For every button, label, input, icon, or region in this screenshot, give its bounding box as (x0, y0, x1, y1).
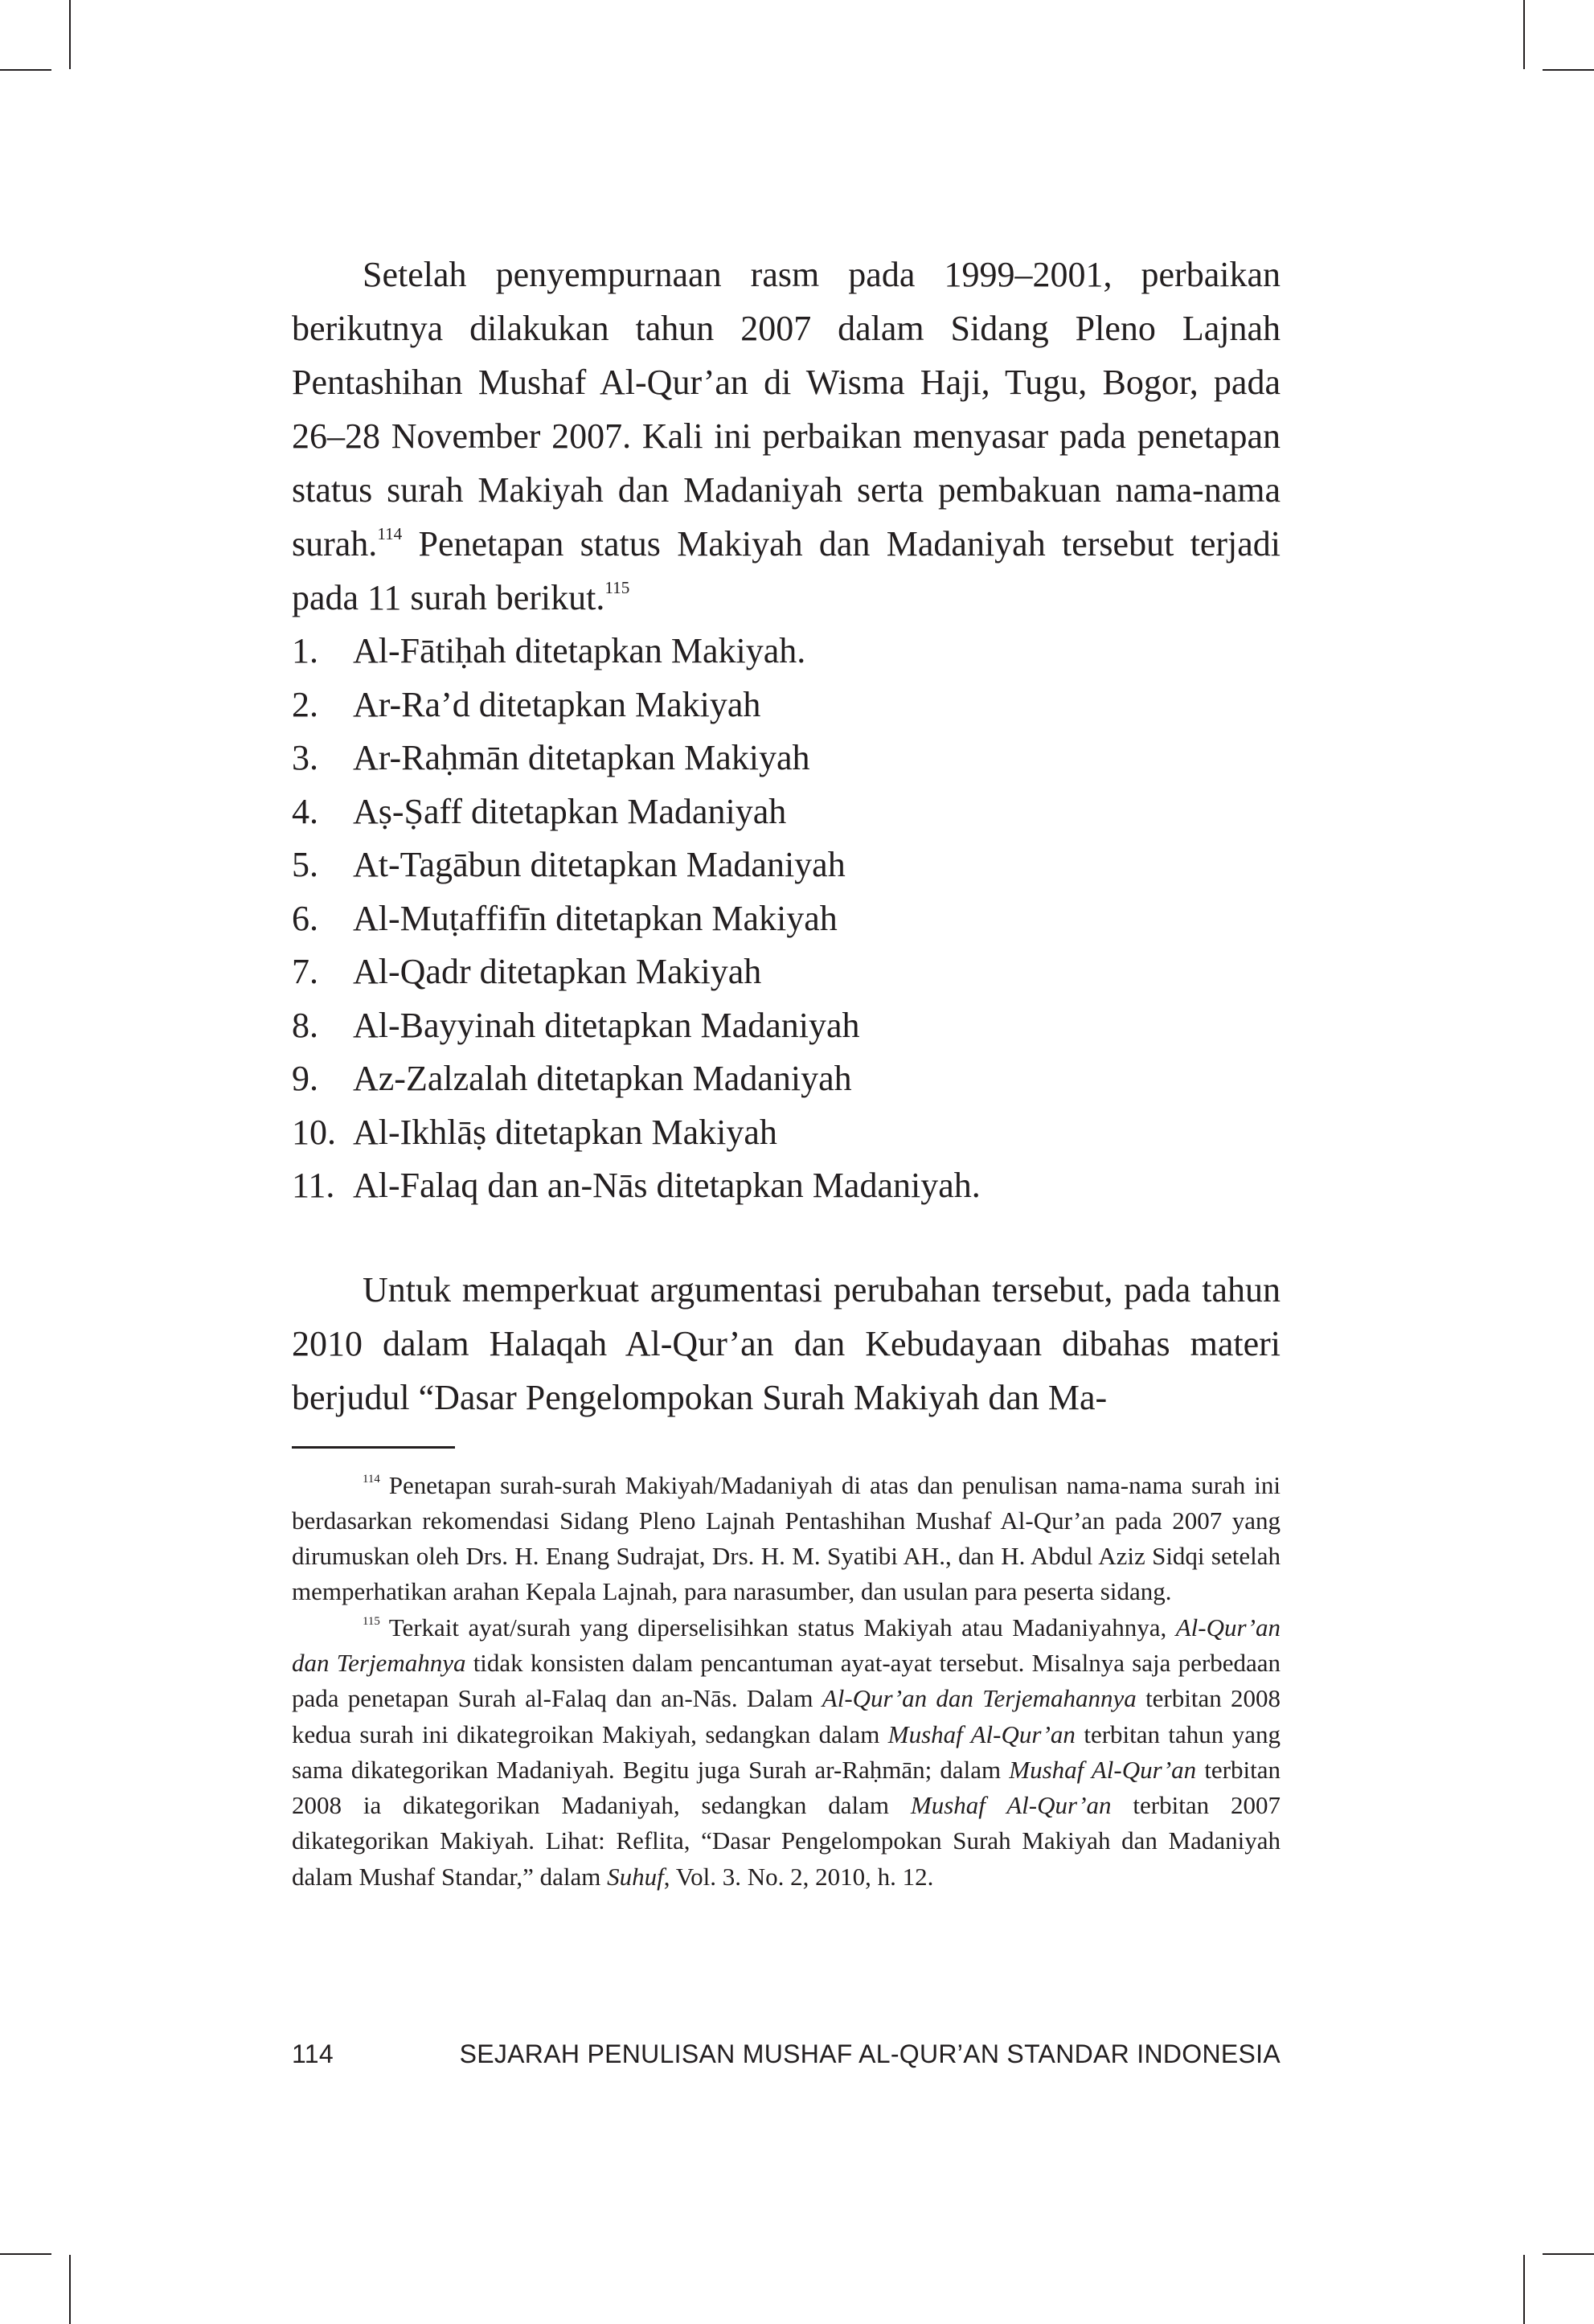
crop-mark (1543, 69, 1594, 71)
journal-title: Suhuf (607, 1862, 664, 1891)
book-title: Al-Qur’an dan Terjemahnya (292, 1613, 1281, 1677)
list-item (292, 678, 1281, 732)
footnote-text: tidak konsisten dalam pencantuman ayat-ayat tersebut. Misalnya saja perbedaan pada penetapan Surah al-Falaq dan an-Nās. Dalam (292, 1648, 1281, 1713)
surah-list (292, 625, 1281, 1213)
list-item (292, 785, 1281, 839)
footnote-115 (292, 1610, 1281, 1895)
list-number: 2. (292, 684, 318, 724)
footnote-text: Penetapan surah-surah Makiyah/Madaniyah di atas dan penulisan nama-nama surah ini berdasarkan rekomendasi Sidang Pleno Lajnah Pentashihan Mushaf Al-Qur’an pada 2007 yang dirumuskan oleh Drs. H. Enang Sudrajat, Drs. H. M. Syatibi AH., dan H. Abdul Aziz Sidqi setelah memperhatikan arahan Kepala Lajnah, para narasumber, dan usulan para peserta sidang. (292, 1470, 1281, 1606)
list-text: Al-Qadr ditetapkan Makiyah (353, 952, 762, 991)
list-text: Al-Bayyinah ditetapkan Madaniyah (353, 1005, 860, 1045)
footnote-text: , Vol. 3. No. 2, 2010, h. 12. (663, 1862, 934, 1891)
book-title: Al-Qur’an dan Terjemahannya (822, 1684, 1137, 1713)
list-item (292, 838, 1281, 892)
list-text: Al-Ikhlāṣ ditetapkan Makiyah (353, 1112, 777, 1152)
footnote-ref[interactable]: 115 (604, 577, 630, 597)
list-item (292, 892, 1281, 946)
paragraph (292, 248, 1281, 625)
crop-mark (69, 0, 71, 69)
list-text: Aṣ-Ṣaff ditetapkan Madaniyah (353, 791, 787, 831)
list-item (292, 945, 1281, 999)
footnote-text: terbitan 2008 kedua surah ini dikategroikan Makiyah, sedangkan dalam (292, 1684, 1281, 1748)
list-item (292, 999, 1281, 1053)
list-number: 5. (292, 845, 318, 884)
paragraph-text: Setelah penyempurnaan rasm pada 1999–2001, perbaikan berikutnya dilakukan tahun 2007 dalam Sidang Pleno Lajnah Pentashihan Mushaf Al-Qur’an di Wisma Haji, Tugu, Bogor, pada 26–28 November 2007. Kali ini perbaikan menyasar pada penetapan status surah Makiyah dan Madaniyah serta pembakuan nama-nama surah. (292, 255, 1281, 564)
book-title: Mushaf Al-Qur’an (887, 1719, 1076, 1748)
list-number: 4. (292, 791, 318, 831)
list-number: 9. (292, 1059, 318, 1098)
crop-mark (0, 69, 51, 71)
list-number: 6. (292, 898, 318, 938)
footnote-number: 114 (363, 1472, 380, 1486)
footnote-text: terbitan tahun yang sama dikategorikan Madaniyah. Begitu juga Surah ar-Raḥmān; dalam (292, 1719, 1281, 1784)
list-item (292, 1106, 1281, 1160)
list-number: 3. (292, 738, 318, 777)
list-number: 1. (292, 631, 318, 670)
footnote-divider (292, 1446, 455, 1449)
list-text: At-Tagābun ditetapkan Madaniyah (353, 845, 846, 884)
footnote-ref[interactable]: 114 (377, 523, 403, 543)
list-text: Al-Falaq dan an-Nās ditetapkan Madaniyah. (353, 1166, 981, 1205)
list-number: 7. (292, 952, 318, 991)
paragraph-text: Penetapan status Makiyah dan Madaniyah tersebut terjadi pada 11 surah berikut. (292, 524, 1281, 617)
list-number: 8. (292, 1005, 318, 1045)
crop-mark (69, 2255, 71, 2324)
page-footer (292, 2039, 1281, 2069)
list-item (292, 625, 1281, 678)
crop-mark (1543, 2253, 1594, 2255)
footnote-text: Terkait ayat/surah yang diperselisihkan status Makiyah atau Madaniyahnya, (379, 1613, 1176, 1642)
footnote-text: terbitan 2007 dikategorikan Makiyah. Lihat: Reflita, “Dasar Pengelompokan Surah Makiyah dan Madaniyah dalam Mushaf Standar,” dalam (292, 1791, 1281, 1891)
crop-mark (0, 2253, 51, 2255)
book-title: Mushaf Al-Qur’an (1009, 1755, 1197, 1784)
list-text: Az-Zalzalah ditetapkan Madaniyah (353, 1059, 852, 1098)
list-text: Ar-Ra’d ditetapkan Makiyah (353, 684, 761, 724)
list-item (292, 1052, 1281, 1106)
crop-mark (1523, 0, 1525, 69)
paragraph: Untuk memperkuat argumentasi perubahan tersebut, pada tahun 2010 dalam Halaqah Al-Qur’an dan Kebudayaan dibahas materi berjudul “Dasar Pengelompokan Surah Makiyah dan Ma- (292, 1269, 1281, 1417)
footnote-114 (292, 1468, 1281, 1610)
list-text: Ar-Raḥmān ditetapkan Makiyah (353, 738, 810, 777)
footnote-text: terbitan 2008 ia dikategorikan Madaniyah, sedangkan dalam (292, 1755, 1281, 1820)
book-title: Mushaf Al-Qur’an (910, 1791, 1112, 1820)
page-body (292, 248, 1281, 1895)
footnote-number: 115 (363, 1614, 380, 1628)
list-item (292, 732, 1281, 785)
page-number: 114 (292, 2039, 334, 2068)
running-title: SEJARAH PENULISAN MUSHAF AL-QUR’AN STANDAR INDONESIA (459, 2039, 1281, 2068)
list-number: 11. (292, 1166, 335, 1205)
list-text: Al-Fātiḥah ditetapkan Makiyah. (353, 631, 806, 670)
list-text: Al-Muṭaffifīn ditetapkan Makiyah (353, 898, 838, 938)
list-item (292, 1159, 1281, 1213)
crop-mark (1523, 2255, 1525, 2324)
list-number: 10. (292, 1112, 336, 1152)
